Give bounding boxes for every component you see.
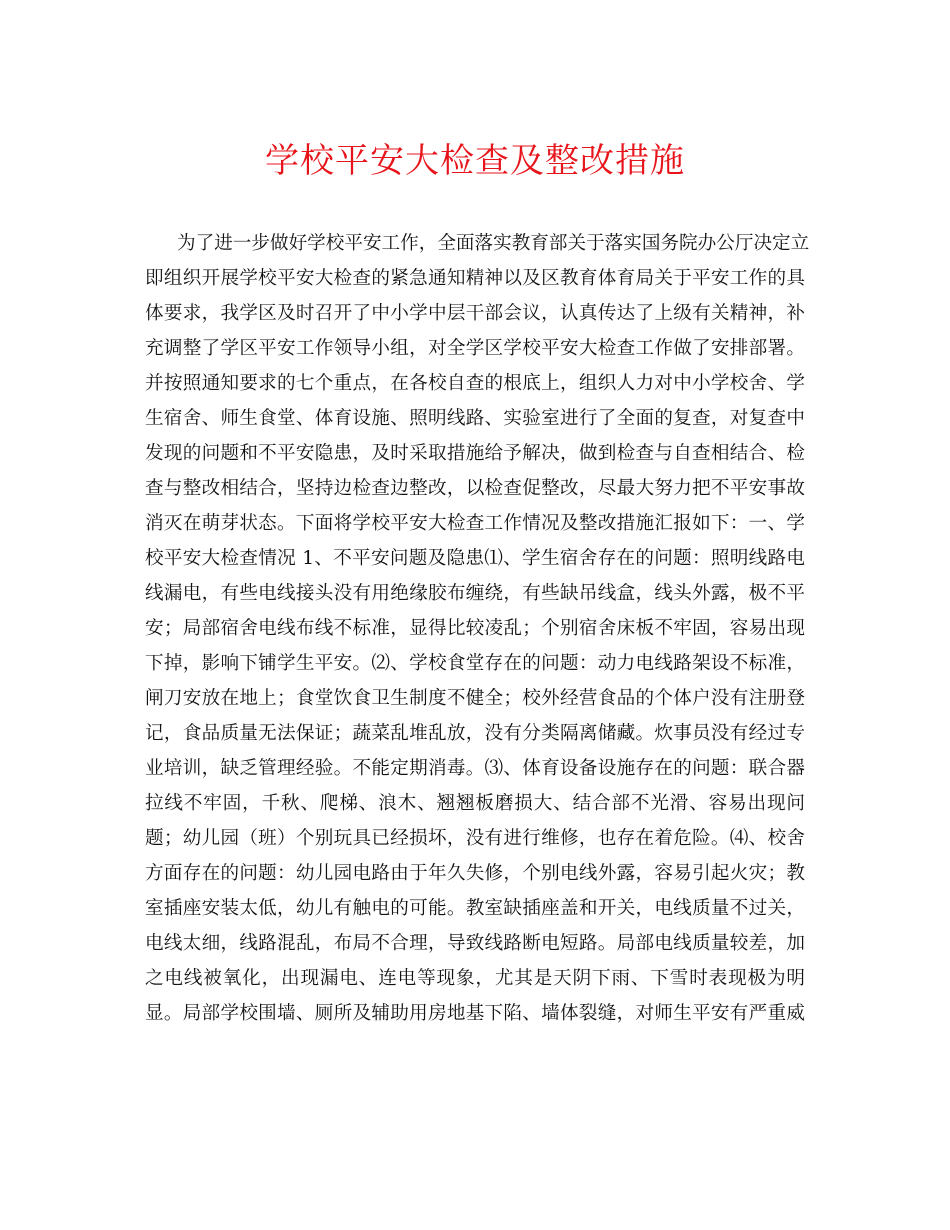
- body-line: 即组织开展学校平安大检查的紧急通知精神以及区教育体育局关于平安工作的具: [145, 268, 805, 289]
- body-line: 线漏电，有些电线接头没有用绝缘胶布缠绕，有些缺吊线盒，线头外露，极不平: [145, 583, 805, 604]
- body-line: 记，食品质量无法保证；蔬菜乱堆乱放，没有分类隔离储藏。炊事员没有经过专: [145, 723, 805, 744]
- body-line: 题；幼儿园（班）个别玩具已经损坏，没有进行维修，也存在着危险。⑷、校舍: [145, 828, 805, 849]
- body-line: 发现的问题和不平安隐患，及时采取措施给予解决，做到检查与自查相结合、检: [145, 443, 805, 464]
- body-line: 安；局部宿舍电线布线不标准，显得比较凌乱；个别宿舍床板不牢固，容易出现: [145, 618, 805, 639]
- body-line: 室插座安装太低，幼儿有触电的可能。教室缺插座盖和开关，电线质量不过关，: [145, 898, 805, 919]
- body-line: 体要求，我学区及时召开了中小学中层干部会议，认真传达了上级有关精神，补: [145, 303, 805, 324]
- body-line: 拉线不牢固，千秋、爬梯、浪木、翘翘板磨损大、结合部不光滑、容易出现问: [145, 793, 805, 814]
- body-line: 并按照通知要求的七个重点，在各校自查的根底上，组织人力对中小学校舍、学: [145, 373, 805, 394]
- body-line: 为了进一步做好学校平安工作，全面落实教育部关于落实国务院办公厅决定立: [177, 233, 810, 254]
- body-line: 充调整了学区平安工作领导小组，对全学区学校平安大检查工作做了安排部署。: [145, 338, 805, 359]
- body-line: 闸刀安放在地上；食堂饮食卫生制度不健全；校外经营食品的个体户没有注册登: [145, 688, 805, 709]
- document-title: 学校平安大检查及整改措施: [265, 141, 685, 181]
- document-body: [145, 226, 810, 1031]
- body-line: 方面存在的问题：幼儿园电路由于年久失修，个别电线外露，容易引起火灾；教: [145, 863, 805, 884]
- body-line: 电线太细，线路混乱，布局不合理，导致线路断电短路。局部电线质量较差，加: [145, 933, 805, 954]
- body-line: 生宿舍、师生食堂、体育设施、照明线路、实验室进行了全面的复查，对复查中: [145, 408, 805, 429]
- body-line: 下掉，影响下铺学生平安。⑵、学校食堂存在的问题：动力电线路架设不标准，: [145, 653, 805, 674]
- body-line: 校平安大检查情况 1、不平安问题及隐患⑴、学生宿舍存在的问题：照明线路电: [145, 548, 805, 569]
- body-line: 消灭在萌芽状态。下面将学校平安大检查工作情况及整改措施汇报如下：一、学: [145, 513, 805, 534]
- body-line: 之电线被氧化，出现漏电、连电等现象，尤其是天阴下雨、下雪时表现极为明: [145, 968, 805, 989]
- body-line: 显。局部学校围墙、厕所及辅助用房地基下陷、墙体裂缝，对师生平安有严重威: [145, 1003, 805, 1024]
- body-line: 业培训，缺乏管理经验。不能定期消毒。⑶、体育设备设施存在的问题：联合器: [145, 758, 805, 779]
- body-line: 查与整改相结合，坚持边检查边整改，以检查促整改，尽最大努力把不平安事故: [145, 478, 805, 499]
